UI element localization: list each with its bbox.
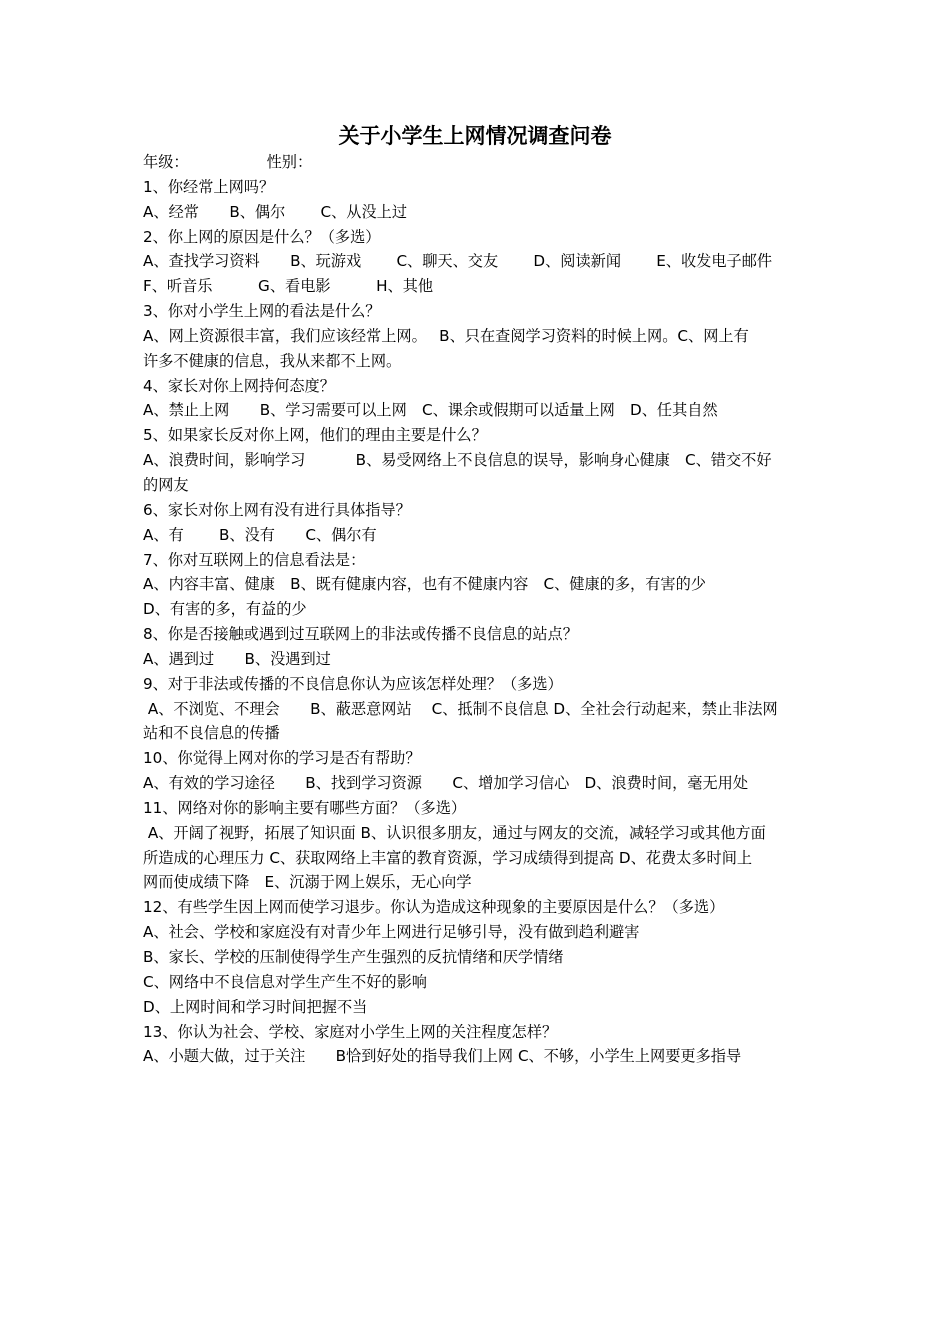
question-2: 2、你上网的原因是什么？（多选） — [143, 227, 381, 246]
gender-label: 性别： — [266, 153, 313, 171]
question-6: 6、家长对你上网有没有进行具体指导？ — [143, 500, 411, 519]
question-3-options: A、网上资源很丰富，我们应该经常上网。 B、只在查阅学习资料的时候上网。C、网上有 — [143, 326, 749, 345]
question-5: 5、如果家长反对你上网，他们的理由主要是什么？ — [143, 426, 487, 445]
question-12-option-d: D、上网时间和学习时间把握不当 — [143, 997, 368, 1016]
question-12-option-c: C、网络中不良信息对学生产生不好的影响 — [143, 972, 427, 991]
question-11-options: 所造成的心理压力 C、获取网络上丰富的教育资源，学习成绩得到提高 D、花费太多时间上 — [143, 848, 753, 867]
question-9-options: 站和不良信息的传播 — [143, 724, 280, 743]
question-2-options: A、查找学习资料 B、玩游戏 C、聊天、交友 D、阅读新闻 E、收发电子邮件 — [143, 252, 773, 271]
question-8: 8、你是否接触或遇到过互联网上的非法或传播不良信息的站点？ — [143, 625, 578, 644]
grade-gender-line — [143, 150, 811, 175]
question-12: 12、有些学生因上网而使学习退步。你认为造成这种现象的主要原因是什么？（多选） — [143, 898, 725, 917]
question-9-options: A、不浏览、不理会 B、蔽恶意网站 C、抵制不良信息 D、全社会行动起来，禁止非法网 — [143, 699, 778, 718]
question-4: 4、家长对你上网持何态度？ — [143, 376, 335, 395]
question-8-options: A、遇到过 B、没遇到过 — [143, 649, 331, 668]
question-7-options: A、内容丰富、健康 B、既有健康内容，也有不健康内容 C、健康的多，有害的少 — [143, 575, 706, 594]
document-title: 关于小学生上网情况调查问卷 — [338, 124, 612, 148]
question-10: 10、你觉得上网对你的学习是否有帮助？ — [143, 749, 421, 768]
question-3: 3、你对小学生上网的看法是什么？ — [143, 302, 381, 321]
question-12-option-a: A、社会、学校和家庭没有对青少年上网进行足够引导，没有做到趋利避害 — [143, 923, 640, 942]
question-7-options: D、有害的多，有益的少 — [143, 600, 307, 619]
question-1-options: A、经常 B、偶尔 C、从没上过 — [143, 202, 408, 221]
question-11: 11、网络对你的影响主要有哪些方面？（多选） — [143, 798, 467, 817]
questionnaire-body — [143, 150, 811, 1069]
question-2-options: F、听音乐 G、看电影 H、其他 — [143, 277, 434, 296]
question-7: 7、你对互联网上的信息看法是： — [143, 550, 366, 569]
question-11-options: 网而使成绩下降 E、沉溺于网上娱乐，无心向学 — [143, 873, 472, 892]
question-6-options: A、有 B、没有 C、偶尔有 — [143, 525, 377, 544]
question-3-options: 许多不健康的信息，我从来都不上网。 — [143, 351, 402, 370]
question-13: 13、你认为社会、学校、家庭对小学生上网的关注程度怎样？ — [143, 1022, 558, 1041]
grade-label: 年级： — [143, 153, 189, 171]
question-10-options: A、有效的学习途径 B、找到学习资源 C、增加学习信心 D、浪费时间，毫无用处 — [143, 774, 749, 793]
question-13-options: A、小题大做，过于关注 B恰到好处的指导我们上网 C、不够，小学生上网要更多指导 — [143, 1047, 742, 1066]
question-12-option-b: B、家长、学校的压制使得学生产生强烈的反抗情绪和厌学情绪 — [143, 948, 564, 966]
question-1: 1、你经常上网吗？ — [143, 177, 275, 196]
question-4-options: A、禁止上网 B、学习需要可以上网 C、课余或假期可以适量上网 D、任其自然 — [143, 401, 718, 420]
question-9: 9、对于非法或传播的不良信息你认为应该怎样处理？（多选） — [143, 674, 563, 693]
question-11-options: A、开阔了视野，拓展了知识面 B、认识很多朋友，通过与网友的交流，减轻学习或其他方面 — [143, 823, 766, 842]
question-5-options: A、浪费时间，影响学习 B、易受网络上不良信息的误导，影响身心健康 C、错交不好 — [143, 451, 772, 470]
question-5-options: 的网友 — [143, 475, 189, 494]
